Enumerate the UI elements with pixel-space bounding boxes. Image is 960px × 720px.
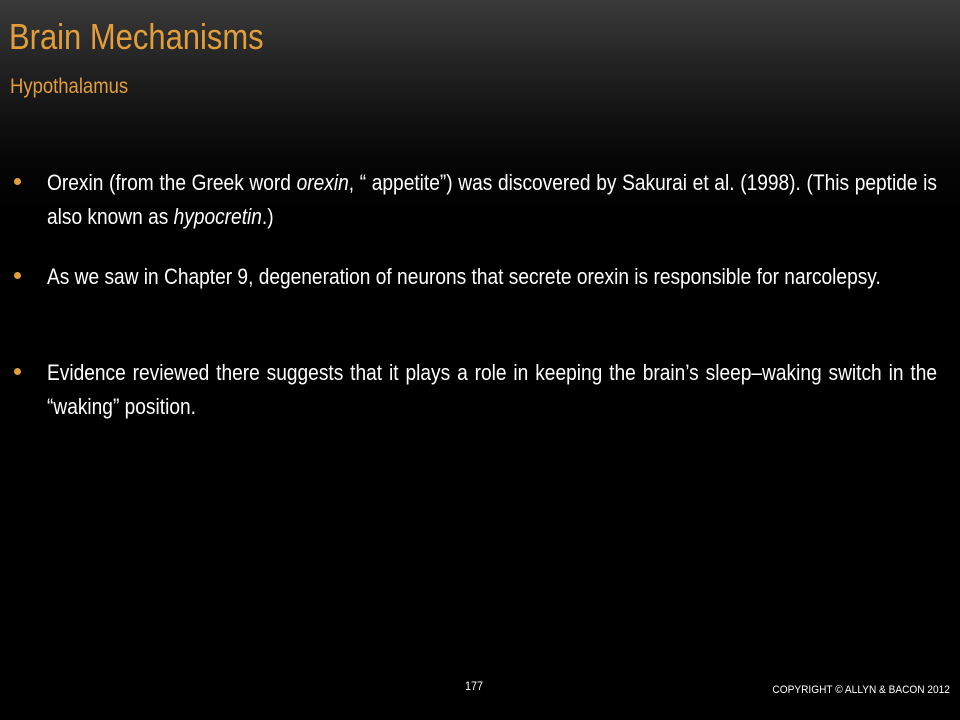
bullet-text [47,166,937,234]
bullet-text [47,260,937,294]
bullet-text-segment: As we saw in Chapter 9, degeneration of neurons that secrete orexin is responsible for narcolepsy. [47,264,881,289]
bullet-text-italic: hypocretin [173,204,262,229]
page-number: 177 [465,679,484,693]
bullet-text-italic: orexin [296,170,349,195]
bullet-text [47,356,937,424]
bullet-dot-icon [14,368,21,375]
slide-title: Brain Mechanisms [9,16,264,57]
copyright-notice: COPYRIGHT © ALLYN & BACON 2012 [772,684,950,696]
bullet-dot-icon [14,272,21,279]
bullet-text-segment: Orexin (from the Greek word [47,170,297,195]
bullet-dot-icon [14,178,21,185]
bullet-text-segment: , “ appetite”) was discovered by Sakurai et al. (1998). (This peptide is also known as [47,170,938,229]
slide-subtitle: Hypothalamus [10,75,129,98]
bullet-text-segment: Evidence reviewed there suggests that it plays a role in keeping the brain’s sleep–waking switch in the “waking” position. [47,360,938,419]
bullet-text-segment: .) [261,204,274,229]
